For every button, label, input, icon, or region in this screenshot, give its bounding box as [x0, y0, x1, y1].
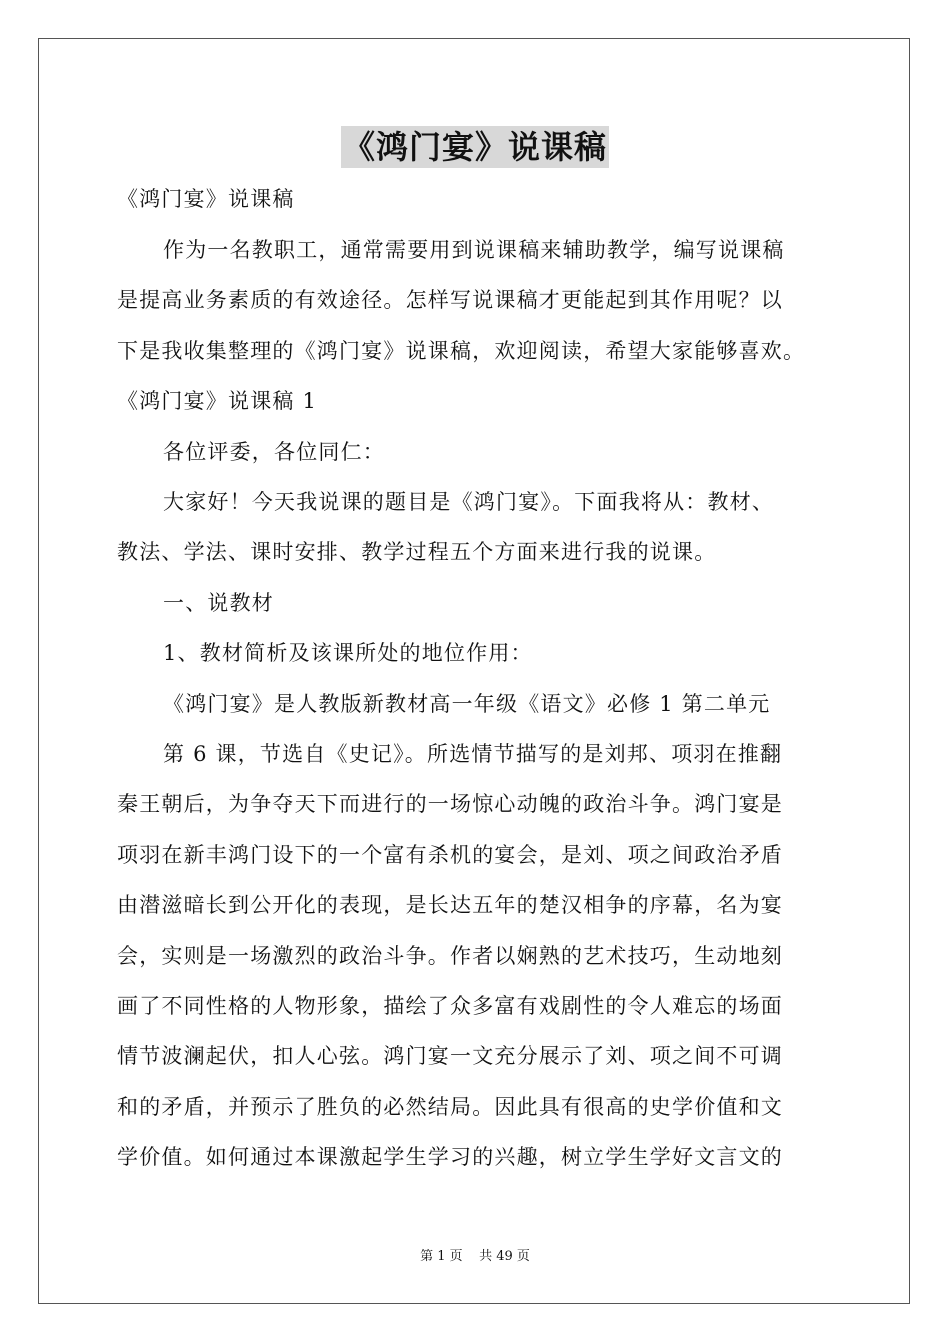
- paragraph-line: 由潜滋暗长到公开化的表现，是长达五年的楚汉相争的序幕，名为宴: [117, 893, 783, 917]
- subsection-heading: 1、教材简析及该课所处的地位作用：: [163, 641, 533, 665]
- subtitle-line: 《鸿门宴》说课稿: [117, 187, 295, 211]
- paragraph-line: 情节波澜起伏，扣人心弦。鸿门宴一文充分展示了刘、项之间不可调: [117, 1044, 783, 1068]
- paragraph-line: 秦王朝后，为争夺天下而进行的一场惊心动魄的政治斗争。鸿门宴是: [117, 792, 783, 816]
- paragraph-line: 画了不同性格的人物形象，描绘了众多富有戏剧性的令人难忘的场面: [117, 994, 783, 1018]
- paragraph-line: 大家好！今天我说课的题目是《鸿门宴》。下面我将从：教材、: [163, 490, 775, 514]
- paragraph-line: 和的矛盾，并预示了胜负的必然结局。因此具有很高的史学价值和文: [117, 1095, 783, 1119]
- paragraph-line: 会，实则是一场激烈的政治斗争。作者以娴熟的艺术技巧，生动地刻: [117, 944, 783, 968]
- section-heading: 《鸿门宴》说课稿 1: [117, 389, 318, 413]
- paragraph-line: 第 6 课，节选自《史记》。所选情节描写的是刘邦、项羽在推翻: [163, 742, 783, 766]
- paragraph-line: 《鸿门宴》是人教版新教材高一年级《语文》必修 1 第二单元: [163, 692, 771, 716]
- paragraph-line: 下是我收集整理的《鸿门宴》说课稿，欢迎阅读，希望大家能够喜欢。: [117, 339, 806, 363]
- paragraph-line: 项羽在新丰鸿门设下的一个富有杀机的宴会，是刘、项之间政治矛盾: [117, 843, 783, 867]
- paragraph-line: 作为一名教职工，通常需要用到说课稿来辅助教学，编写说课稿: [163, 238, 785, 262]
- paragraph-line: 各位评委，各位同仁：: [163, 440, 385, 464]
- title-container: [0, 126, 950, 168]
- page-footer: 第 1 页 共 49 页: [420, 1249, 530, 1264]
- paragraph-line: 教法、学法、课时安排、教学过程五个方面来进行我的说课。: [117, 540, 717, 564]
- paragraph-line: 学价值。如何通过本课激起学生学习的兴趣，树立学生学好文言文的: [117, 1145, 783, 1169]
- document-title: 《鸿门宴》说课稿: [342, 128, 607, 166]
- subsection-heading: 一、说教材: [163, 591, 274, 615]
- paragraph-line: 是提高业务素质的有效途径。怎样写说课稿才更能起到其作用呢？以: [117, 288, 783, 312]
